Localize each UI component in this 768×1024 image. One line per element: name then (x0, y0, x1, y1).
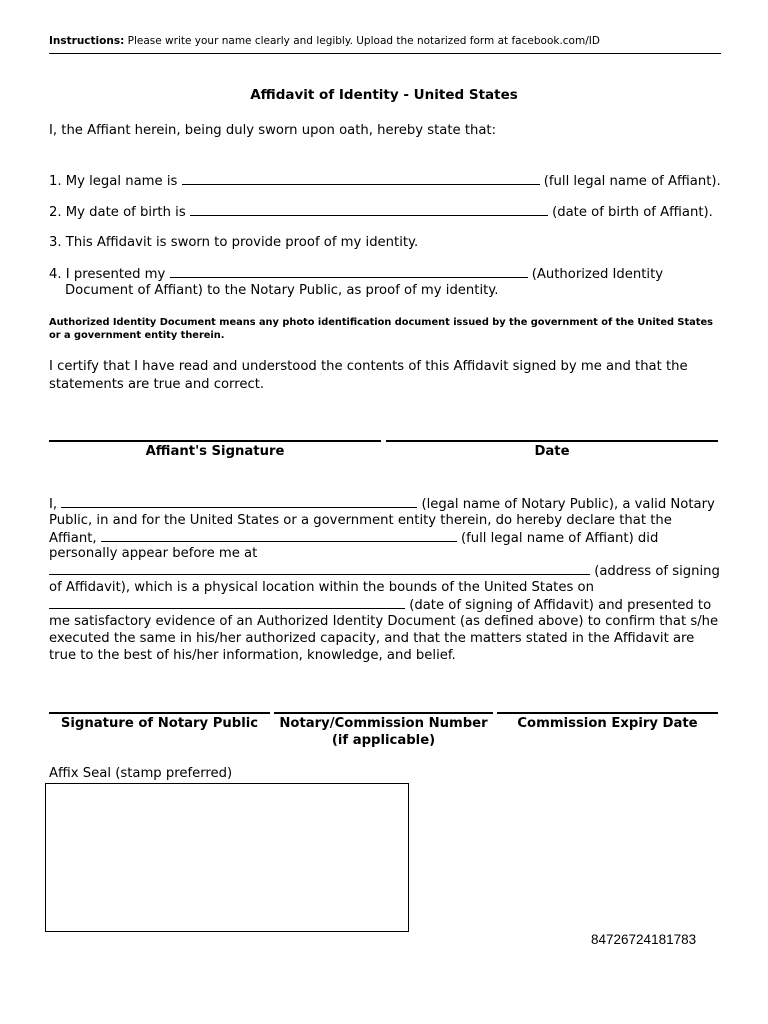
notary-name-field[interactable] (61, 495, 417, 508)
item-identity-document-line2: Document of Affiant) to the Notary Public, as proof of my identity. (65, 283, 499, 298)
certify-line-2: statements are true and correct. (49, 377, 265, 392)
date-of-birth-field[interactable] (190, 203, 548, 216)
commission-expiry-line[interactable] (497, 712, 718, 714)
certify-line-1: I certify that I have read and understood the contents of this Affidavit signed by me and that the (49, 359, 688, 374)
identity-document-field[interactable] (170, 265, 528, 278)
commission-number-label: Notary/Commission Number (279, 716, 488, 731)
instructions-text: Please write your name clearly and legibly. Upload the notarized form at facebook.com/ID (127, 35, 600, 47)
header-divider (49, 53, 721, 54)
notary-line-3: Affiant, (full legal name of Affiant) did (49, 531, 659, 546)
notary-line-5: (address of signing (49, 562, 720, 580)
document-number: 84726724181783 (591, 932, 697, 947)
commission-number-line[interactable] (274, 712, 493, 714)
seal-label: Affix Seal (stamp preferred) (49, 766, 233, 781)
item-identity-document: 4. I presented my (Authorized Identity (49, 267, 664, 282)
item-date-of-birth: 2. My date of birth is (date of birth of Affiant). (49, 205, 713, 220)
signing-address-field[interactable] (49, 562, 590, 575)
item-purpose: 3. This Affidavit is sworn to provide proof of my identity. (49, 235, 419, 250)
notary-line-8: me satisfactory evidence of an Authorized Identity Document (as defined above) to confirm that s/he (49, 614, 719, 629)
notary-line-1: I, (legal name of Notary Public), a valid Notary (49, 497, 715, 512)
commission-expiry-label: Commission Expiry Date (517, 716, 698, 731)
definition-note: Authorized Identity Document means any photo identification document issued by the government of the United States or a government entity therein. (49, 317, 713, 341)
legal-name-field[interactable] (182, 172, 540, 185)
affiant-date-label: Date (534, 444, 570, 459)
item-legal-name: 1. My legal name is (full legal name of Affiant). (49, 174, 721, 189)
commission-number-note: (if applicable) (331, 733, 436, 748)
document-title: Affidavit of Identity - United States (250, 87, 518, 103)
notary-line-2: Public, in and for the United States or a government entity therein, do hereby declare that the (49, 513, 672, 528)
affiant-signature-label: Affiant's Signature (145, 444, 285, 459)
instructions (49, 35, 721, 48)
notary-line-9: executed the same in his/her authorized capacity, and that the matters stated in the Affidavit are (49, 631, 695, 646)
notary-line-10: true to the best of his/her information, knowledge, and belief. (49, 648, 456, 663)
notary-affiant-name-field[interactable] (101, 529, 457, 542)
notary-signature-line[interactable] (49, 712, 270, 714)
notary-line-6: of Affidavit), which is a physical location within the bounds of the United States on (49, 580, 594, 595)
instructions-label: Instructions: (49, 35, 125, 47)
notary-line-4: personally appear before me at (49, 546, 258, 561)
notary-signature-label: Signature of Notary Public (60, 716, 259, 731)
notary-line-7: (date of signing of Affidavit) and presented to (49, 596, 711, 614)
signing-date-field[interactable] (49, 596, 405, 609)
seal-box (45, 783, 409, 932)
affiant-signature-line[interactable] (49, 440, 381, 442)
intro-text: I, the Affiant herein, being duly sworn upon oath, hereby state that: (49, 123, 497, 138)
affiant-date-line[interactable] (386, 440, 718, 442)
